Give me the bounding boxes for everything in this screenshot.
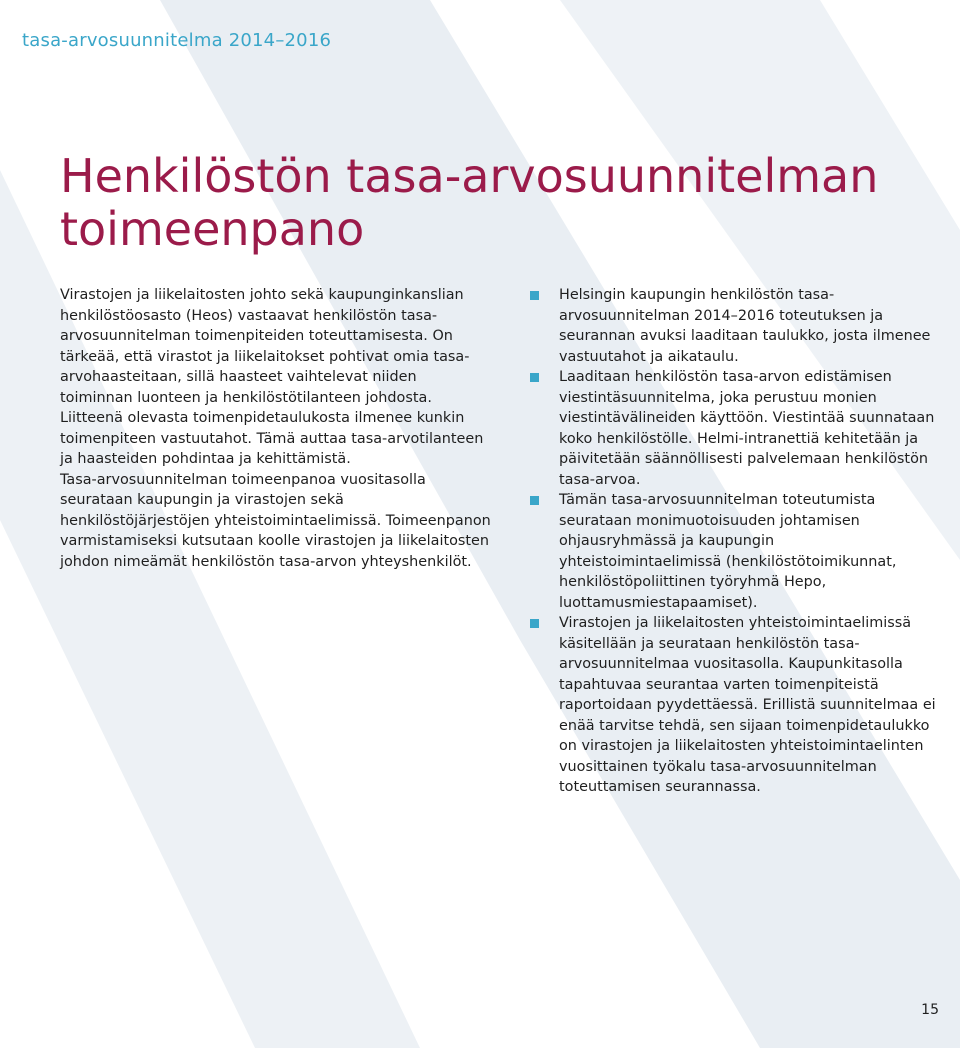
bullet-text: Virastojen ja liikelaitosten yhteistoimintaelimissä käsitellään ja seurataan henkilöstön tasa-arvosuunnitelmaa vuositasolla. Kaupunkitasolla tapahtuvaa seurantaa varten toimenpiteistä raportoidaan pyydettäessä. Erillistä suunnitelmaa ei enää tarvitse tehdä, sen sijaan toimenpidetaulukko on virastojen ja liikelaitosten yhteistoimintaelinten vuosittainen työkalu tasa-arvosuunnitelman toteuttamisen seurannassa.	[559, 615, 936, 795]
bullet-item	[530, 490, 940, 613]
bullet-list	[530, 285, 940, 798]
square-bullet-icon	[530, 373, 539, 382]
right-column	[530, 285, 940, 798]
bullet-text: Laaditaan henkilöstön tasa-arvon edistämisen viestintäsuunnitelma, joka perustuu monien viestintävälineiden käyttöön. Viestintää suunnataan koko henkilöstölle. Helmi-intranettiä kehitetään ja päivitetään säännöllisesti palvelemaan henkilöstön tasa-arvoa.	[559, 369, 935, 488]
bullet-text: Tämän tasa-arvosuunnitelman toteutumista seurataan monimuotoisuuden johtamisen ohjausryhmässä ja kaupungin yhteistoimintaelimissä (henkilöstötoimikunnat, henkilöstöpoliittinen työryhmä Hepo, luottamusmiestapaamiset).	[559, 492, 897, 611]
bullet-text: Helsingin kaupungin henkilöstön tasa-arvosuunnitelman 2014–2016 toteutuksen ja seurannan avuksi laaditaan taulukko, josta ilmenee vastuutahot ja aikataulu.	[559, 287, 931, 365]
square-bullet-icon	[530, 291, 539, 300]
bullet-item	[530, 285, 940, 367]
page-title: Henkilöstön tasa-arvosuunnitelman toimeenpano	[60, 149, 879, 256]
bullet-item	[530, 613, 940, 798]
body-paragraph: Tasa-arvosuunnitelman toimeenpanoa vuositasolla seurataan kaupungin ja virastojen sekä henkilöstöjärjestöjen yhteistoimintaelimissä. Toimeenpanon varmistamiseksi kutsutaan koolle virastojen ja liikelaitosten johdon nimeämät henkilöstön tasa-arvon yhteyshenkilöt.	[60, 471, 491, 570]
body-paragraph: Virastojen ja liikelaitosten johto sekä kaupunginkanslian henkilöstöosasto (Heos) vastaavat henkilöstön tasa-arvosuunnitelman toimenpiteiden toteuttamisesta. On tärkeää, että virastot ja liikelaitokset pohtivat omia tasa-arvohaasteitaan, sillä haasteet vaihtelevat niiden toiminnan luonteen ja henkilöstötilanteen johdosta. Liitteenä olevasta toimenpidetaulukosta ilmenee kunkin toimenpiteen vastuutahot. Tämä auttaa tasa-arvotilanteen ja haasteiden pohdintaa ja kehittämistä.	[60, 287, 484, 467]
square-bullet-icon	[530, 619, 539, 628]
square-bullet-icon	[530, 496, 539, 505]
bullet-item	[530, 367, 940, 490]
left-column	[60, 285, 492, 572]
page-number: 15	[921, 1002, 939, 1018]
running-header: tasa-arvosuunnitelma 2014–2016	[22, 30, 332, 51]
